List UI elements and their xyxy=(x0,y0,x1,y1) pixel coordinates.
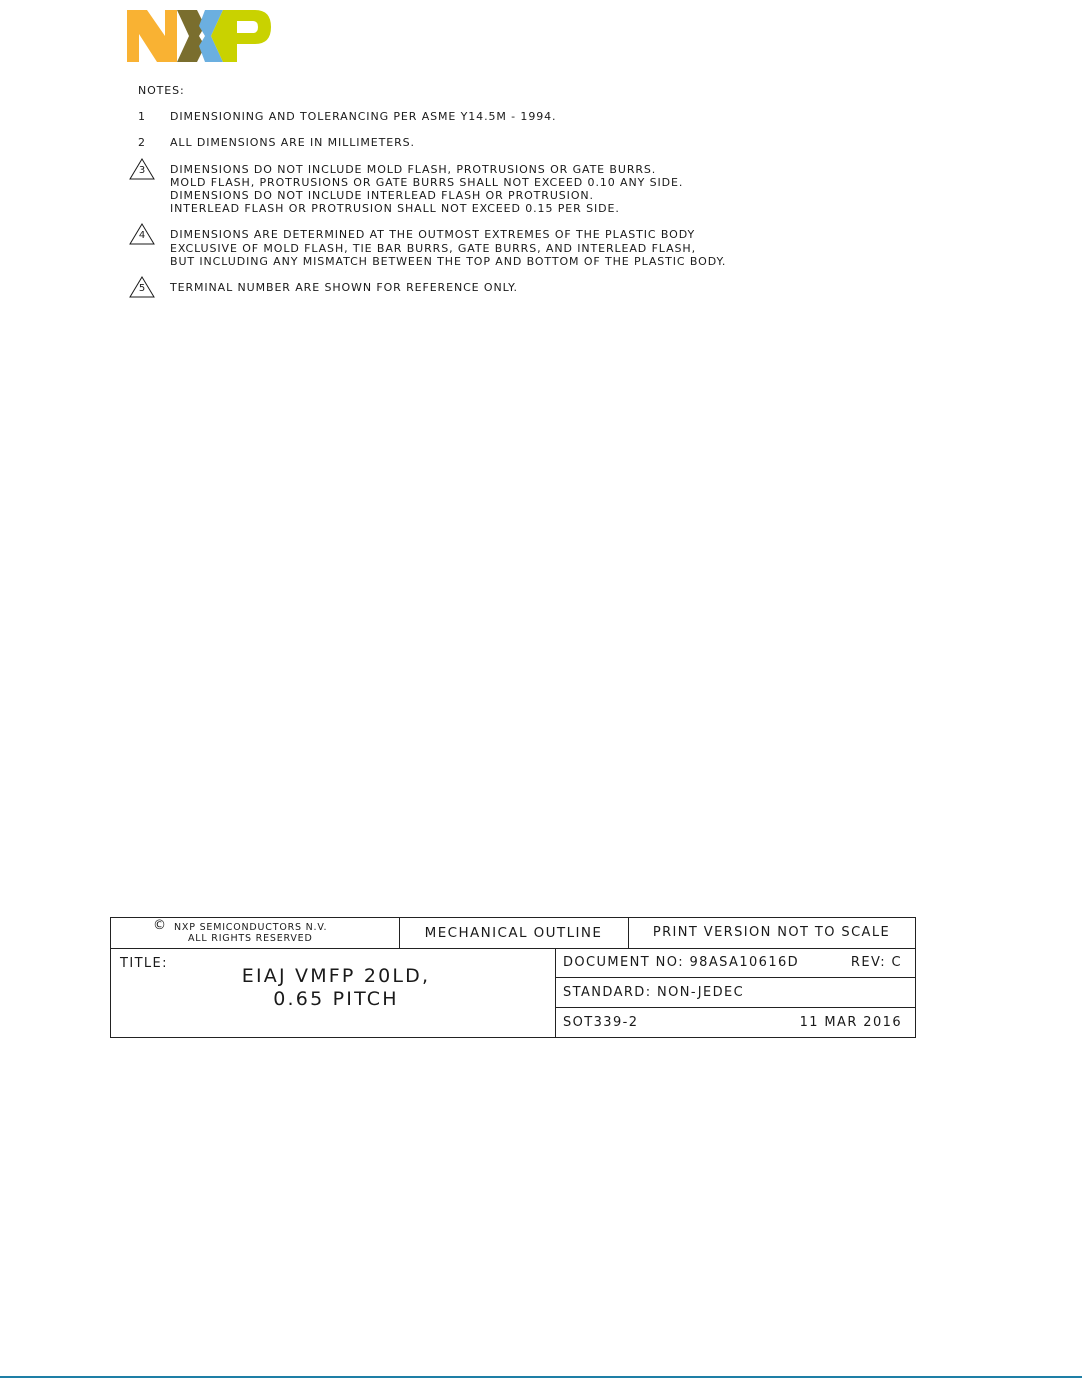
revision: REV: C xyxy=(850,955,902,970)
note-text: DIMENSIONS DO NOT INCLUDE MOLD FLASH, PROTRUSIONS OR GATE BURRS. xyxy=(170,162,657,176)
note-number: 5 xyxy=(138,283,146,295)
package-code-row xyxy=(555,1008,915,1038)
standard-row xyxy=(555,978,915,1008)
copyright-rights: ALL RIGHTS RESERVED xyxy=(188,933,313,944)
notes-section xyxy=(138,84,838,307)
note-5 xyxy=(138,281,838,294)
title-label: TITLE: xyxy=(120,956,168,971)
triangle-marker-icon xyxy=(129,223,155,245)
standard: STANDARD: NON-JEDEC xyxy=(563,985,745,1000)
note-text: DIMENSIONS ARE DETERMINED AT THE OUTMOST EXTREMES OF THE PLASTIC BODY xyxy=(170,228,696,242)
note-text: EXCLUSIVE OF MOLD FLASH, TIE BAR BURRS, GATE BURRS, AND INTERLEAD FLASH, xyxy=(170,241,696,255)
note-text: TERMINAL NUMBER ARE SHOWN FOR REFERENCE ONLY. xyxy=(170,281,518,295)
note-number: 3 xyxy=(138,164,146,176)
title-cell xyxy=(111,948,556,1037)
title-block xyxy=(110,917,916,1038)
print-version-label: PRINT VERSION NOT TO SCALE xyxy=(652,925,891,940)
footer-rule xyxy=(0,1376,1082,1378)
issue-date: 11 MAR 2016 xyxy=(799,1015,902,1030)
package-title xyxy=(171,965,501,1011)
note-text: DIMENSIONS DO NOT INCLUDE INTERLEAD FLASH OR PROTRUSION. xyxy=(170,189,594,203)
nxp-logo xyxy=(127,10,271,62)
note-number: 4 xyxy=(138,230,146,242)
title-block-header-row xyxy=(111,918,915,949)
package-code: SOT339-2 xyxy=(563,1015,639,1030)
copyright-cell xyxy=(111,918,400,948)
document-number-row xyxy=(555,948,915,978)
note-number: 2 xyxy=(138,136,146,150)
note-2 xyxy=(138,136,838,149)
package-title-line2: 0.65 PITCH xyxy=(273,988,399,1010)
triangle-marker-icon xyxy=(129,158,155,180)
note-text: MOLD FLASH, PROTRUSIONS OR GATE BURRS SHALL NOT EXCEED 0.10 ANY SIDE. xyxy=(170,175,684,189)
package-title-line1: EIAJ VMFP 20LD, xyxy=(241,965,431,987)
note-3 xyxy=(138,163,838,216)
copyright-company: NXP SEMICONDUCTORS N.V. xyxy=(174,922,328,933)
copyright-icon: © xyxy=(153,918,166,933)
note-text: BUT INCLUDING ANY MISMATCH BETWEEN THE TOP AND BOTTOM OF THE PLASTIC BODY. xyxy=(170,254,727,268)
triangle-marker-icon xyxy=(129,276,155,298)
note-4 xyxy=(138,228,838,268)
note-text: INTERLEAD FLASH OR PROTRUSION SHALL NOT EXCEED 0.15 PER SIDE. xyxy=(170,202,620,216)
note-text: DIMENSIONING AND TOLERANCING PER ASME Y14.5M - 1994. xyxy=(170,110,557,124)
mechanical-outline-label: MECHANICAL OUTLINE xyxy=(399,918,629,948)
note-number: 1 xyxy=(138,110,146,124)
notes-heading: NOTES: xyxy=(138,84,185,97)
document-info xyxy=(555,948,915,1037)
document-number: DOCUMENT NO: 98ASA10616D xyxy=(563,955,800,970)
note-1 xyxy=(138,110,838,123)
note-text: ALL DIMENSIONS ARE IN MILLIMETERS. xyxy=(170,136,415,150)
nxp-logo-mark xyxy=(127,10,271,62)
